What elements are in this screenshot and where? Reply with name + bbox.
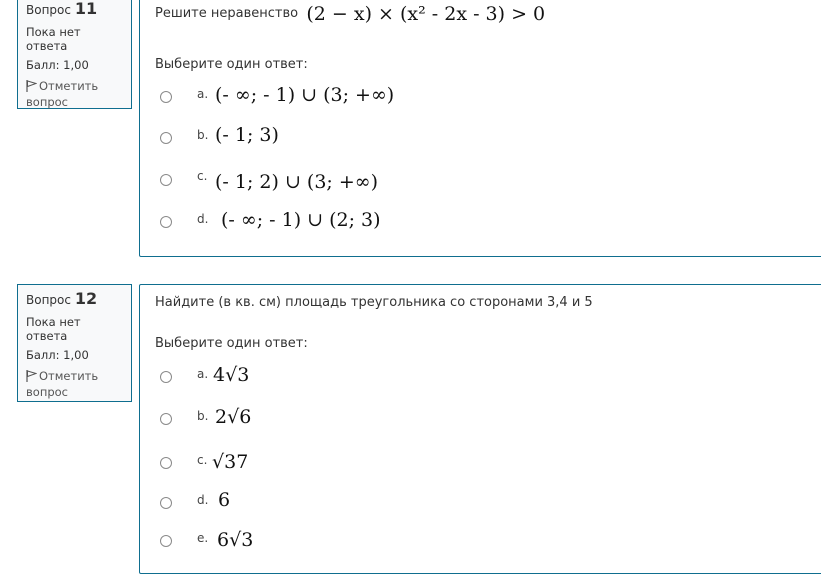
question-label: Вопрос	[26, 293, 71, 307]
radio-button[interactable]	[160, 535, 172, 547]
option-value: 4√3	[213, 364, 250, 386]
radio-button[interactable]	[160, 497, 172, 509]
question-info-11	[17, 0, 132, 109]
question-info-12	[17, 284, 132, 402]
radio-button[interactable]	[160, 216, 172, 228]
answer-prompt: Выберите один ответ:	[155, 57, 308, 72]
question-number	[26, 289, 123, 310]
question-state: Пока нет ответа	[26, 25, 81, 53]
option-value: (- 1; 3)	[215, 124, 279, 146]
question-state: Пока нет ответа	[26, 315, 81, 343]
option-letter: a.	[197, 87, 209, 101]
question-number	[26, 0, 123, 20]
question-grade: Балл: 1,00	[26, 58, 89, 72]
option-letter: c.	[197, 453, 208, 467]
question-content-11	[139, 0, 821, 257]
option-letter: e.	[197, 531, 209, 545]
flag-question-link[interactable]	[26, 78, 123, 110]
option-letter: c.	[197, 169, 208, 183]
option-value: 2√6	[215, 406, 252, 428]
radio-button[interactable]	[160, 132, 172, 144]
question-label: Вопрос	[26, 3, 71, 17]
option-value: √37	[212, 451, 249, 473]
flag-question-label: Отметить вопрос	[26, 79, 99, 109]
question-content-12	[139, 284, 821, 574]
flag-icon	[26, 80, 37, 92]
radio-button[interactable]	[160, 371, 172, 383]
option-letter: b.	[197, 409, 209, 423]
radio-button[interactable]	[160, 174, 172, 186]
question-grade: Балл: 1,00	[26, 348, 89, 362]
radio-button[interactable]	[160, 91, 172, 103]
answer-prompt: Выберите один ответ:	[155, 336, 308, 351]
radio-button[interactable]	[160, 457, 172, 469]
question-number-value: 11	[74, 0, 98, 18]
question-number-value: 12	[74, 289, 98, 308]
option-value: 6	[218, 489, 231, 511]
option-letter: d.	[197, 212, 209, 226]
option-value: (- ∞; - 1) ∪ (2; 3)	[221, 209, 381, 231]
option-letter: d.	[197, 493, 209, 507]
option-letter: a.	[197, 367, 209, 381]
question-text: Найдите (в кв. см) площадь треугольника со сторонами 3,4 и 5	[155, 295, 593, 310]
question-formula: (2 − x) × (x² - 2x - 3) > 0	[306, 3, 546, 25]
flag-icon	[26, 370, 37, 382]
question-text	[155, 3, 545, 25]
radio-button[interactable]	[160, 413, 172, 425]
question-text-label: Решите неравенство	[155, 6, 299, 21]
option-value: (- 1; 2) ∪ (3; +∞)	[215, 171, 379, 193]
option-letter: b.	[197, 128, 209, 142]
option-value: (- ∞; - 1) ∪ (3; +∞)	[215, 84, 395, 106]
flag-question-link[interactable]	[26, 368, 123, 400]
flag-question-label: Отметить вопрос	[26, 369, 99, 399]
option-value: 6√3	[217, 529, 254, 551]
